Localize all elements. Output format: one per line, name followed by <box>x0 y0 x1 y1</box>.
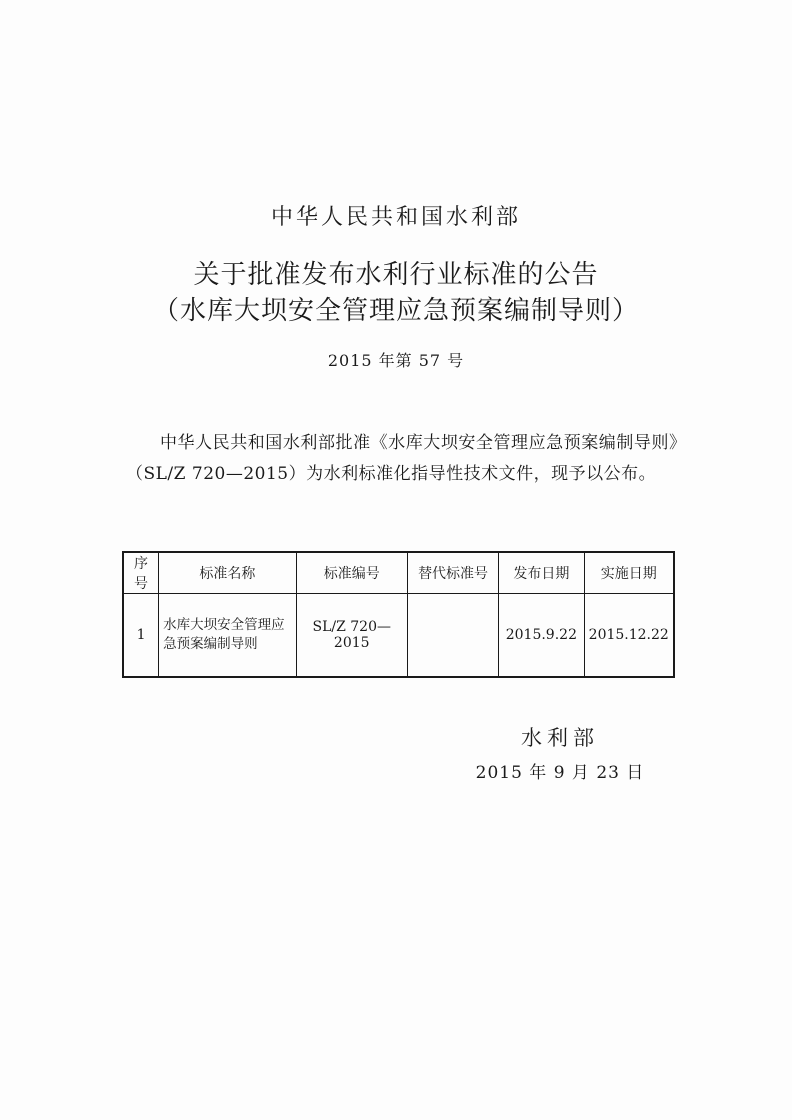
issuing-ministry: 中华人民共和国水利部 <box>270 205 521 230</box>
header-publish-date: 发布日期 <box>499 552 584 594</box>
header-code: 标准编号 <box>296 552 407 594</box>
notice-number: 2015 年第 57 号 <box>327 351 465 370</box>
table-header-row <box>123 552 674 594</box>
cell-publish-date: 2015.9.22 <box>499 594 584 678</box>
header-effective-date: 实施日期 <box>584 552 674 594</box>
cell-effective-date: 2015.12.22 <box>584 594 674 678</box>
signature-organization: 水利部 <box>521 726 599 750</box>
notice-body: 中华人民共和国水利部批准《水库大坝安全管理应急预案编制导则》（SL/Z 720—2015）为水利标准化指导性技术文件，现予以公布。 <box>126 433 678 484</box>
header-name: 标准名称 <box>159 552 296 594</box>
table-row <box>123 594 674 678</box>
header-index: 序号 <box>123 552 159 594</box>
cell-name: 水库大坝安全管理应急预案编制导则 <box>159 594 296 678</box>
cell-replaces <box>407 594 498 678</box>
standards-table <box>122 551 675 678</box>
signature-date: 2015 年 9 月 23 日 <box>475 763 645 783</box>
cell-code: SL/Z 720—2015 <box>296 594 407 678</box>
notice-subtitle: （水库大坝安全管理应急预案编制导则） <box>152 296 639 326</box>
header-replaces: 替代标准号 <box>407 552 498 594</box>
cell-index: 1 <box>123 594 159 678</box>
notice-title: 关于批准发布水利行业标准的公告 <box>193 260 599 290</box>
